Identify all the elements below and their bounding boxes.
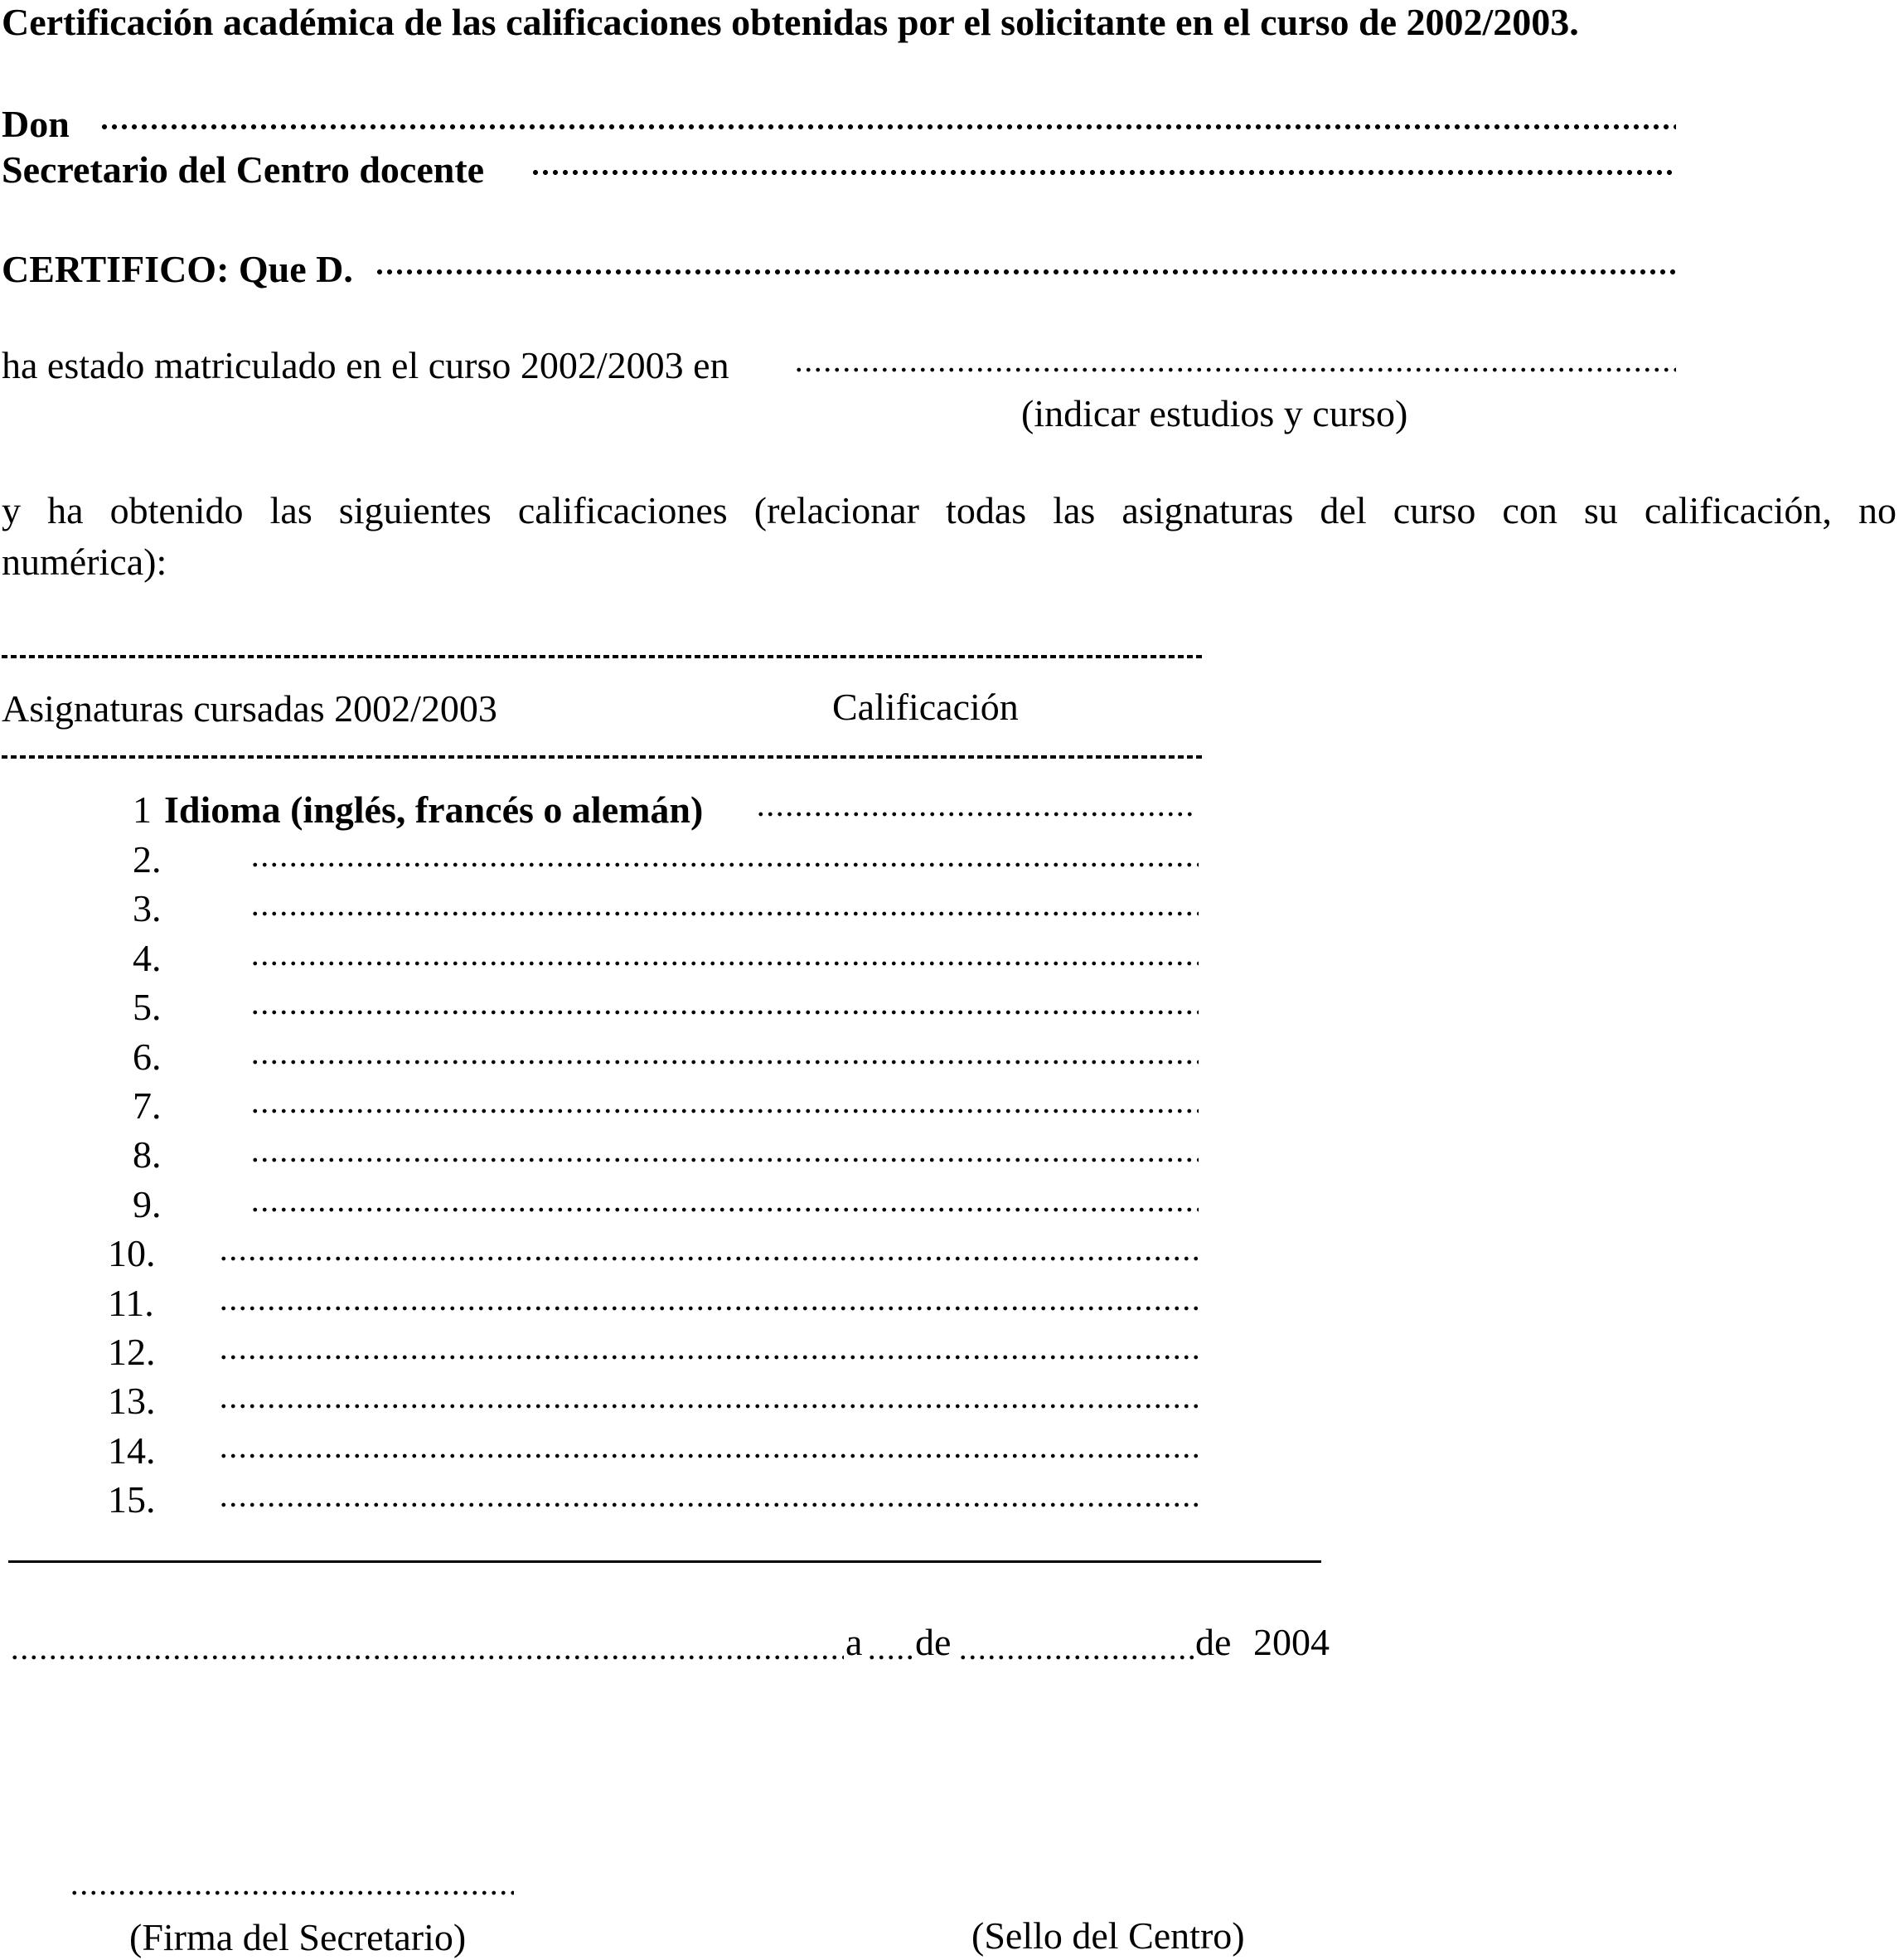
subject-fill-line[interactable] (250, 1156, 1199, 1164)
secretario-label: Secretario del Centro docente (2, 148, 485, 191)
matriculado-text: ha estado matriculado en el curso 2002/2003 en (2, 344, 729, 386)
sello-label: (Sello del Centro) (971, 1914, 1245, 1957)
row-number: 15. (108, 1478, 156, 1521)
table-top-rule (2, 655, 1202, 658)
table-header-rule (2, 755, 1202, 759)
date-de-1: de (915, 1621, 952, 1663)
row-number: 2. (133, 838, 162, 881)
document-title: Certificación académica de las calificaciones obtenidas por el solicitante en el curso de 2002/2003. (2, 1, 1579, 43)
subject-fill-line[interactable] (250, 910, 1199, 918)
subject-fill-line[interactable] (219, 1402, 1199, 1410)
obtenido-text-line1: y ha obtenido las siguientes calificaciones (relacionar todas las asignaturas del curso con su calificación, no (2, 489, 1897, 531)
estudios-fill-line[interactable] (794, 366, 1676, 374)
subject-fill-line[interactable] (219, 1254, 1199, 1263)
firma-label: (Firma del Secretario) (129, 1916, 467, 1958)
obtenido-text-line2: numérica): (2, 541, 167, 583)
subject-fill-line-1[interactable] (756, 810, 1197, 818)
subject-fill-line[interactable] (219, 1353, 1199, 1361)
don-fill-line[interactable] (99, 123, 1676, 131)
date-a: a (845, 1621, 863, 1663)
subject-fill-line[interactable] (250, 1107, 1199, 1115)
row-number-1: 1 (133, 788, 152, 831)
table-bottom-rule (8, 1560, 1321, 1563)
date-year: 2004 (1253, 1621, 1330, 1663)
row-number: 13. (108, 1380, 156, 1423)
secretario-fill-line[interactable] (530, 168, 1676, 177)
row-number: 7. (133, 1084, 162, 1127)
first-subject: Idioma (inglés, francés o alemán) (164, 788, 704, 831)
subject-fill-line[interactable] (219, 1304, 1199, 1312)
subject-fill-line[interactable] (250, 1206, 1199, 1214)
subject-fill-line[interactable] (219, 1501, 1199, 1509)
row-number: 4. (133, 936, 162, 979)
signature-fill-line[interactable] (70, 1889, 514, 1897)
indicar-hint: (indicar estudios y curso) (1021, 392, 1408, 434)
subject-fill-line[interactable] (250, 1058, 1199, 1066)
col-subjects-header: Asignaturas cursadas 2002/2003 (2, 687, 497, 730)
day-fill-line[interactable] (867, 1653, 913, 1662)
month-fill-line[interactable] (958, 1653, 1194, 1662)
row-number: 9. (133, 1182, 162, 1225)
subject-fill-line[interactable] (250, 959, 1199, 968)
certifico-fill-line[interactable] (375, 268, 1676, 276)
don-label: Don (2, 103, 70, 145)
row-number: 5. (133, 986, 162, 1029)
row-number: 3. (133, 887, 162, 930)
subject-fill-line[interactable] (250, 1008, 1199, 1016)
row-number: 6. (133, 1035, 162, 1078)
date-de-2: de (1195, 1621, 1232, 1663)
place-fill-line[interactable] (10, 1653, 844, 1662)
row-number: 14. (108, 1429, 156, 1472)
row-number: 8. (133, 1133, 162, 1176)
certifico-label: CERTIFICO: Que D. (2, 248, 353, 290)
col-grade-header: Calificación (832, 686, 1019, 728)
row-number: 12. (108, 1331, 156, 1373)
row-number: 10. (108, 1232, 156, 1275)
subject-fill-line[interactable] (219, 1452, 1199, 1460)
row-number: 11. (108, 1281, 154, 1324)
subject-fill-line[interactable] (250, 861, 1199, 869)
